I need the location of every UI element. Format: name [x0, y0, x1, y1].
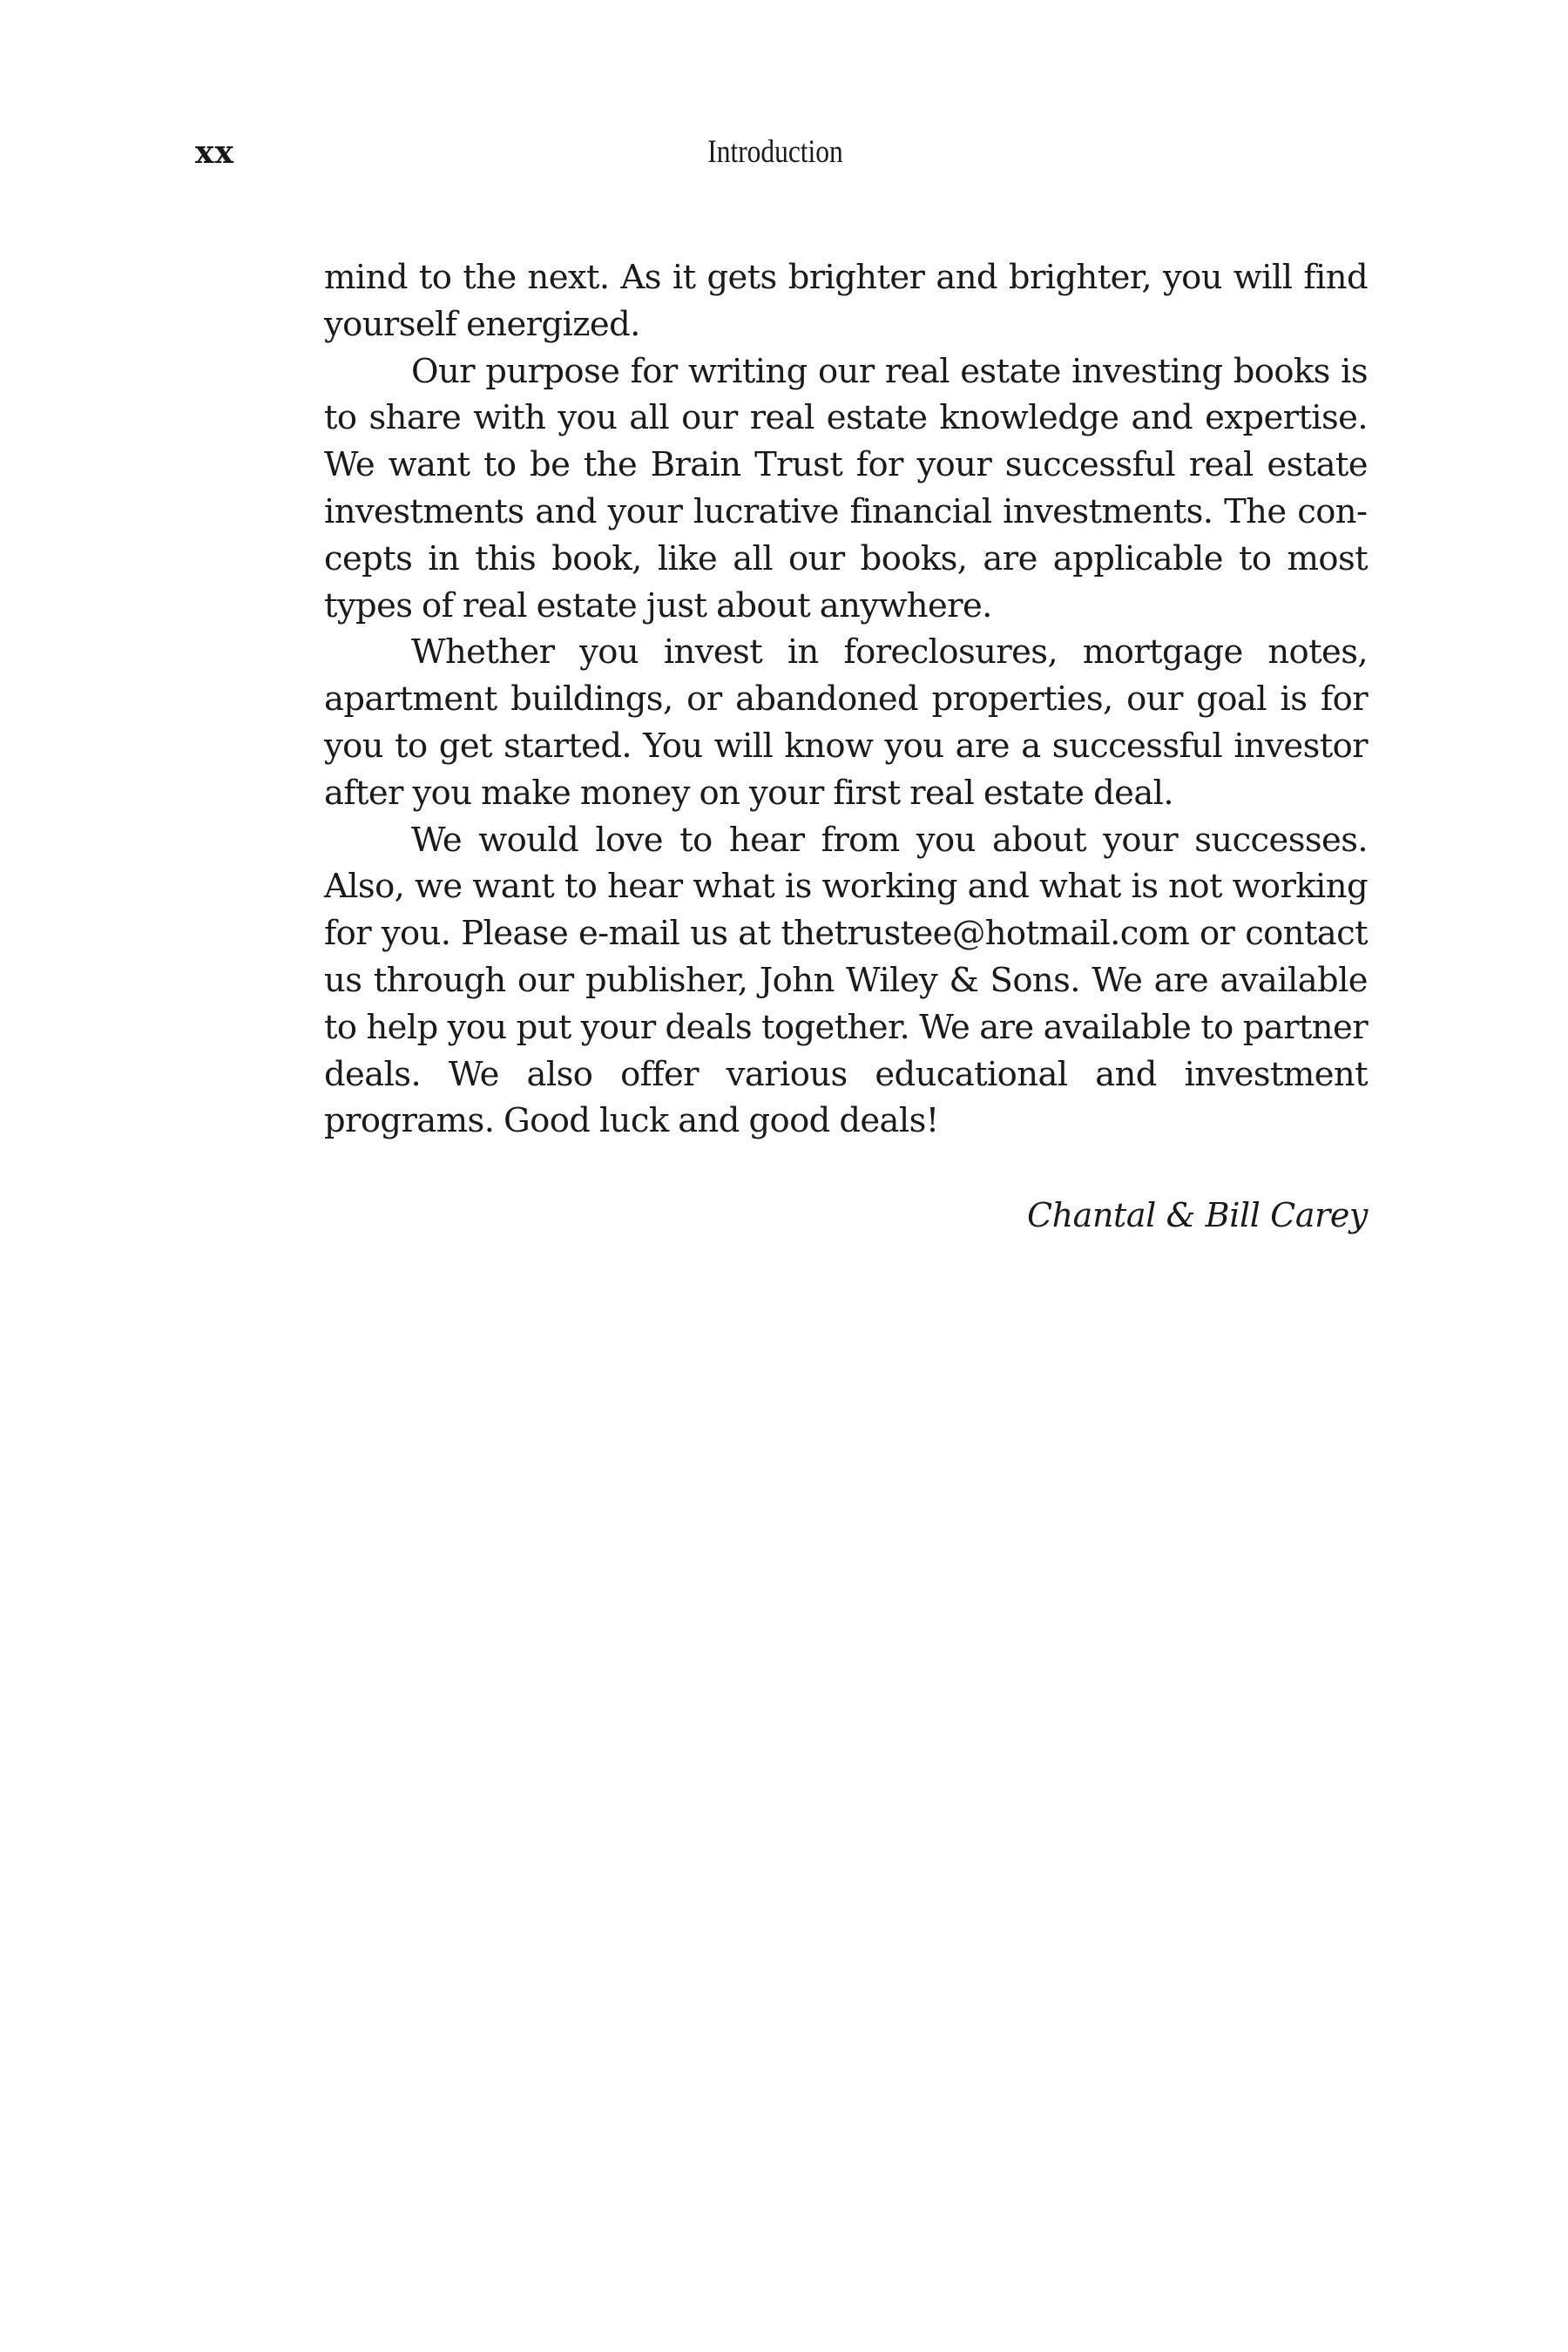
paragraph-4: We would love to hear from you about your successes. Also, we want to hear what is working and what is not working for you. Please e-mail us at thetrustee@hotmail.com or contact us through our publisher, John Wiley & Sons. We are available to help you put your deals together. We are available to partner deals. We also offer various educational and investment programs. Good luck and good deals!: [324, 820, 1368, 1141]
signature: Chantal & Bill Carey: [1026, 1196, 1368, 1234]
page-header: [0, 131, 1568, 174]
paragraph-1: mind to the next. As it gets brighter and brighter, you will find yourself energized.: [324, 258, 1368, 344]
paragraph-2: Our purpose for writing our real estate investing books is to share with you all our real estate knowledge and expertise. We want to be the Brain Trust for your successful real estate investments and your lucrative financial investments. The concepts in this book, like all our books, are applicable to most types of real estate just about anywhere.: [324, 351, 1368, 625]
body-text: [324, 254, 1368, 1145]
page-number: xx: [195, 134, 234, 171]
paragraph-3: Whether you invest in foreclosures, mortgage notes, apartment buildings, or abandoned properties, our goal is for you to get started. You will know you are a successful investor after you make money on your first real estate deal.: [324, 632, 1368, 813]
running-head: Introduction: [707, 134, 843, 170]
